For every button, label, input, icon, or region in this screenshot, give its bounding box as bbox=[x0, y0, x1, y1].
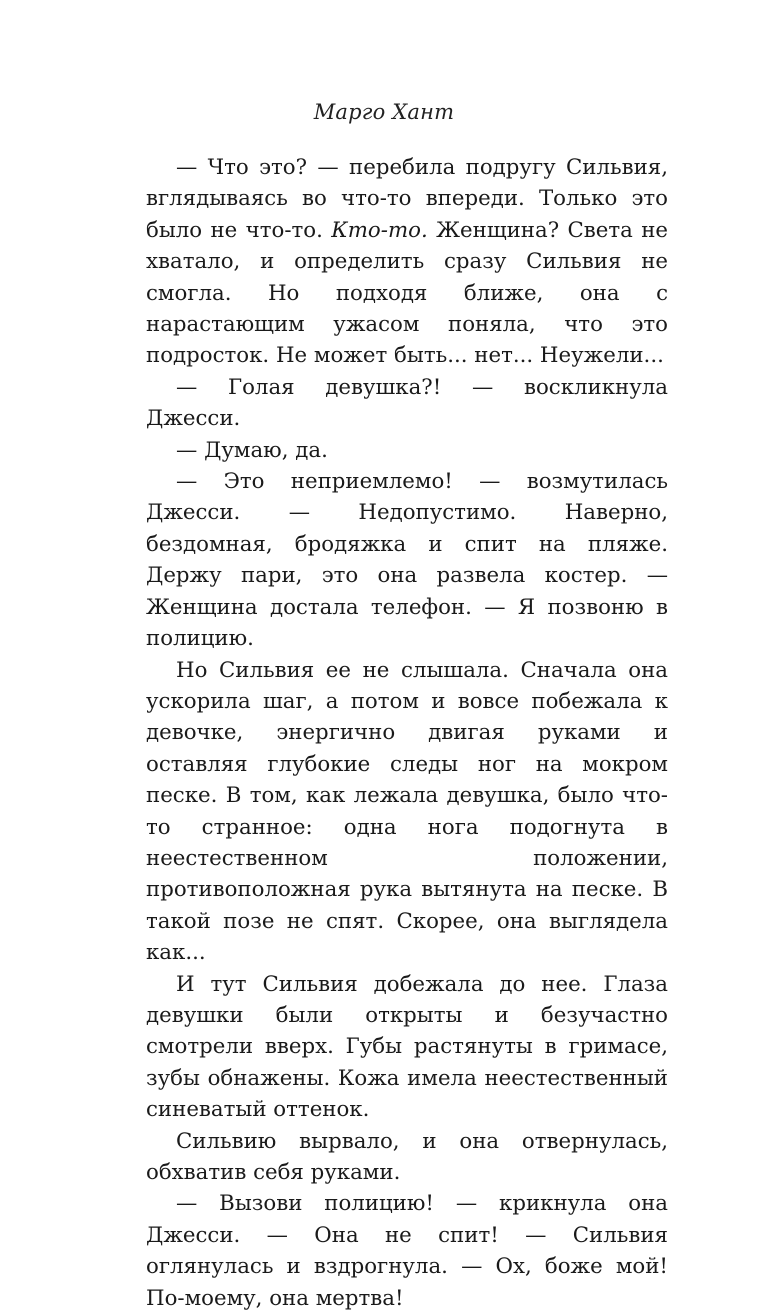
paragraph-8: — Вызови полицию! — крикнула она Джесси. — Она не спит! — Сильвия оглянулась и вздрогнула. — Ох, боже мой! По-моему, она мертва! bbox=[146, 1191, 668, 1311]
paragraph-6: И тут Сильвия добежала до нее. Глаза девушки были открыты и безучастно смотрели вверх. Губы растянуты в гримасе, зубы обнажены. Кожа имела неестественный синеватый оттенок. bbox=[146, 971, 668, 1123]
paragraph-1-emphasis: Кто-то. bbox=[331, 217, 428, 243]
paragraph-1 bbox=[146, 152, 668, 372]
paragraph-3: — Думаю, да. bbox=[176, 437, 328, 463]
paragraph-7: Сильвию вырвало, и она отвернулась, обхватив себя руками. bbox=[146, 1128, 668, 1185]
body-text bbox=[146, 152, 668, 1314]
paragraph-1-tail: Женщина? Света не хватало, и определить сразу Сильвия не смогла. Но подходя ближе, она с нарастающим ужасом поняла, что это подросток. Не может быть... нет... Неужели... bbox=[146, 217, 668, 369]
paragraph-4: — Это неприемлемо! — возмутилась Джесси. — Недопустимо. Наверно, бездомная, бродяжка и спит на пляже. Держу пари, это она развела костер. — Женщина достала телефон. — Я позвоню в полицию. bbox=[146, 469, 668, 652]
paragraph-5: Но Сильвия ее не слышала. Сначала она ускорила шаг, а потом и вовсе побежала к девочке, энергично двигая руками и оставляя глубокие следы ног на мокром песке. В том, как лежала девушка, было что-то странное: одна нога подогнута в неестественном положении, противоположная рука вытянута на песке. В такой позе не спят. Скорее, она выглядела как... bbox=[146, 657, 668, 966]
running-head-author: Марго Хант bbox=[313, 100, 455, 124]
paragraph-1-lead: — Что это? — перебила подругу Сильвия, вглядываясь во что-то впереди. Только это было не что-то. bbox=[146, 155, 668, 243]
paragraph-2: — Голая девушка?! — воскликнула Джесси. bbox=[146, 374, 668, 432]
